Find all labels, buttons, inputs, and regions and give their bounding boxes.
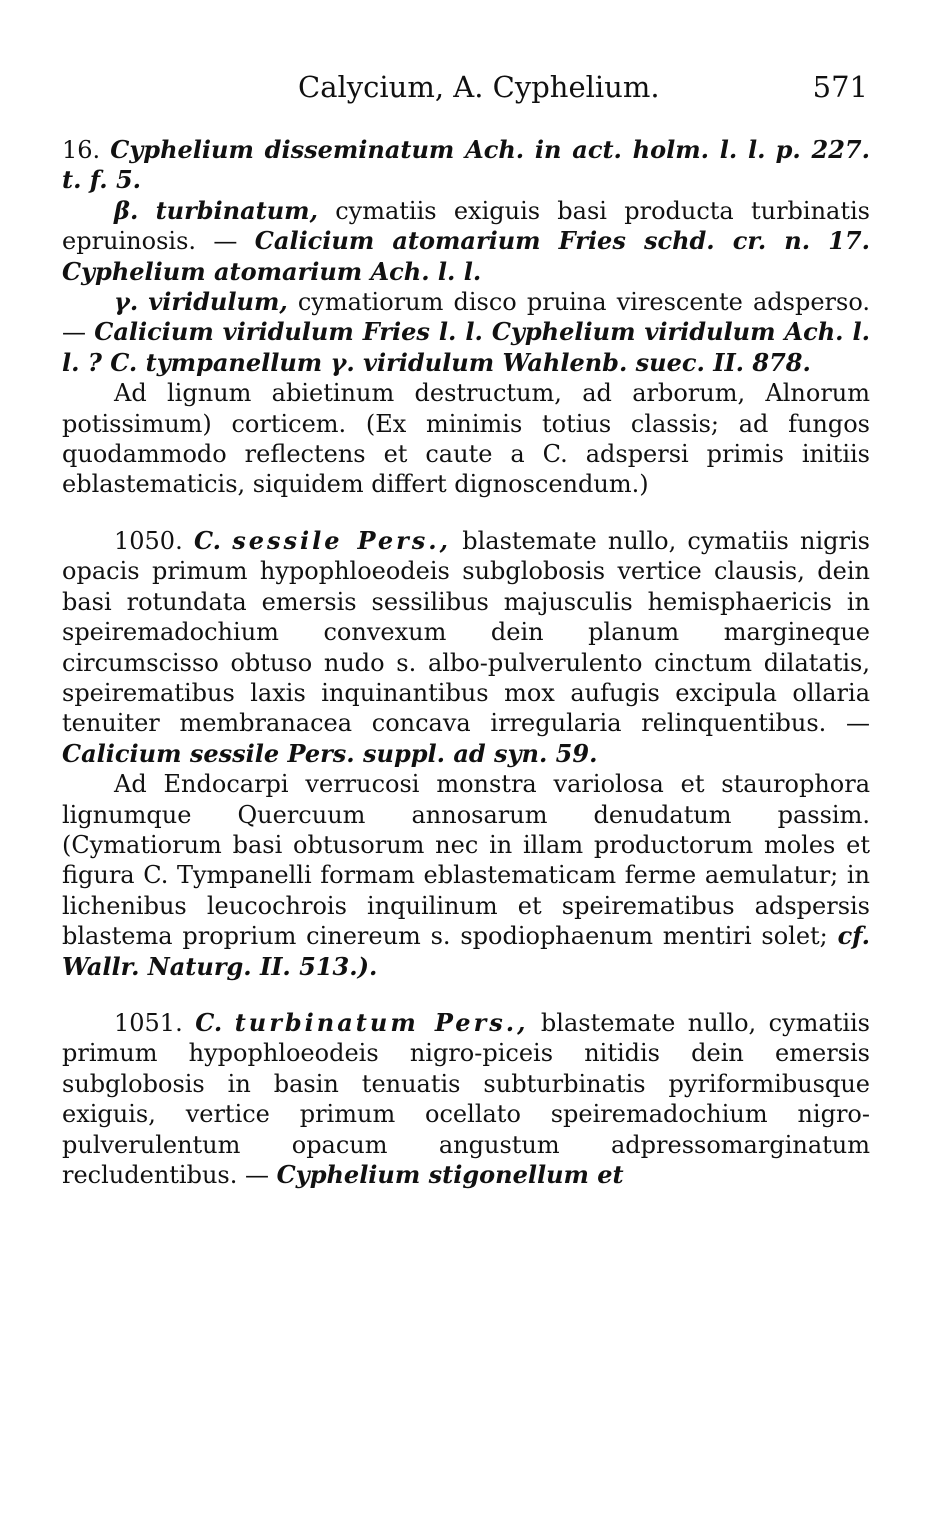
entry-1051 [62, 1008, 870, 1190]
variety-synonym: Calicium viridulum Fries l. l. Cyphelium viridulum Ach. l. l. ? C. tympanellum γ. viridulum Wahlenb. suec. II. 878. [62, 317, 870, 377]
page-number: 571 [812, 70, 868, 104]
variety-letter: β. [114, 195, 139, 225]
entry-genus: C. [193, 525, 221, 555]
running-header [60, 70, 870, 110]
habitat-16: Ad lignum abietinum destructum, ad arborum, Alnorum potissimum) corticem. (Ex minimis totius classis; ad fungos quodammodo reflectens et caute a C. adspersi primis initiis eblastematicis, siquidem differt dignoscendum.) [62, 379, 870, 499]
variety-name: turbinatum, [155, 195, 318, 225]
variety-letter: γ. [114, 287, 139, 317]
variety-gamma [62, 287, 870, 378]
variety-description: cymatiis exiguis basi producta turbinatis epruinosis. — [62, 196, 870, 256]
entry-number: 1050. [114, 526, 183, 555]
variety-synonym: Calicium atomarium Fries schd. cr. n. 17. Cyphelium atomarium Ach. l. l. [62, 226, 870, 286]
habitat-text: Ad Endocarpi verrucosi monstra variolosa et staurophora lignumque Quercuum annosarum denudatum passim. (Cymatiorum basi obtusorum nec in illam productorum moles et figura C. Tympanelli formam eblastematicam ferme aemulatur; in lichenibus leucochrois inquilinum et speirematibus adspersis blastema proprium cinereum s. spodiophaenum mentiri solet; [62, 770, 870, 951]
habitat-reference: cf. Wallr. Naturg. II. 513.). [62, 921, 870, 981]
body-text [62, 135, 870, 1190]
entry-number: 1051. [114, 1008, 183, 1037]
section-gap [62, 982, 870, 1008]
entry-title: Cyphelium disseminatum Ach. in act. holm. l. l. [110, 135, 766, 164]
entry-reference: p. 227. t. f. 5. [62, 135, 870, 195]
entry-species: turbinatum Pers., [234, 1007, 529, 1037]
entry-genus: C. [195, 1007, 223, 1037]
entry-synonym: Cyphelium stigonellum et [276, 1160, 624, 1189]
entry-synonym: Calicium sessile Pers. suppl. ad syn. 59. [62, 738, 598, 768]
entry-1050 [62, 526, 870, 769]
section-gap [62, 500, 870, 526]
entry-number: 16. [62, 136, 101, 164]
entry-description: blastemate nullo, cymatiis nigris opacis primum hypophloeodeis subglobosis vertice clausis, dein basi rotundata emersis sessilibus majusculis hemisphaericis in speiremadochium convexum dein planum margineque circumscisso obtuso nudo s. albo-pulverulento cinctum dilatatis, speirematibus laxis inquinantibus mox aufugis excipula ollaria tenuiter membranacea concava irregularia relinquentibus. — [62, 526, 870, 738]
entry-16 [62, 135, 870, 196]
variety-description: cymatiorum disco pruina virescente adsperso. — [62, 288, 870, 347]
running-title: Calycium, A. Cyphelium. [298, 70, 660, 104]
entry-species: sessile Pers., [232, 525, 451, 555]
habitat-1050 [62, 769, 870, 982]
entry-description: blastemate nullo, cymatiis primum hypophloeodeis nigro-piceis nitidis dein emersis subglobosis in basin tenuatis subturbinatis pyriformibusque exiguis, vertice primum ocellato speiremadochium nigro-pulverulentum opacum angustum adpressomarginatum recludentibus. — [62, 1008, 870, 1189]
variety-name: viridulum, [148, 287, 288, 317]
variety-beta [62, 196, 870, 287]
